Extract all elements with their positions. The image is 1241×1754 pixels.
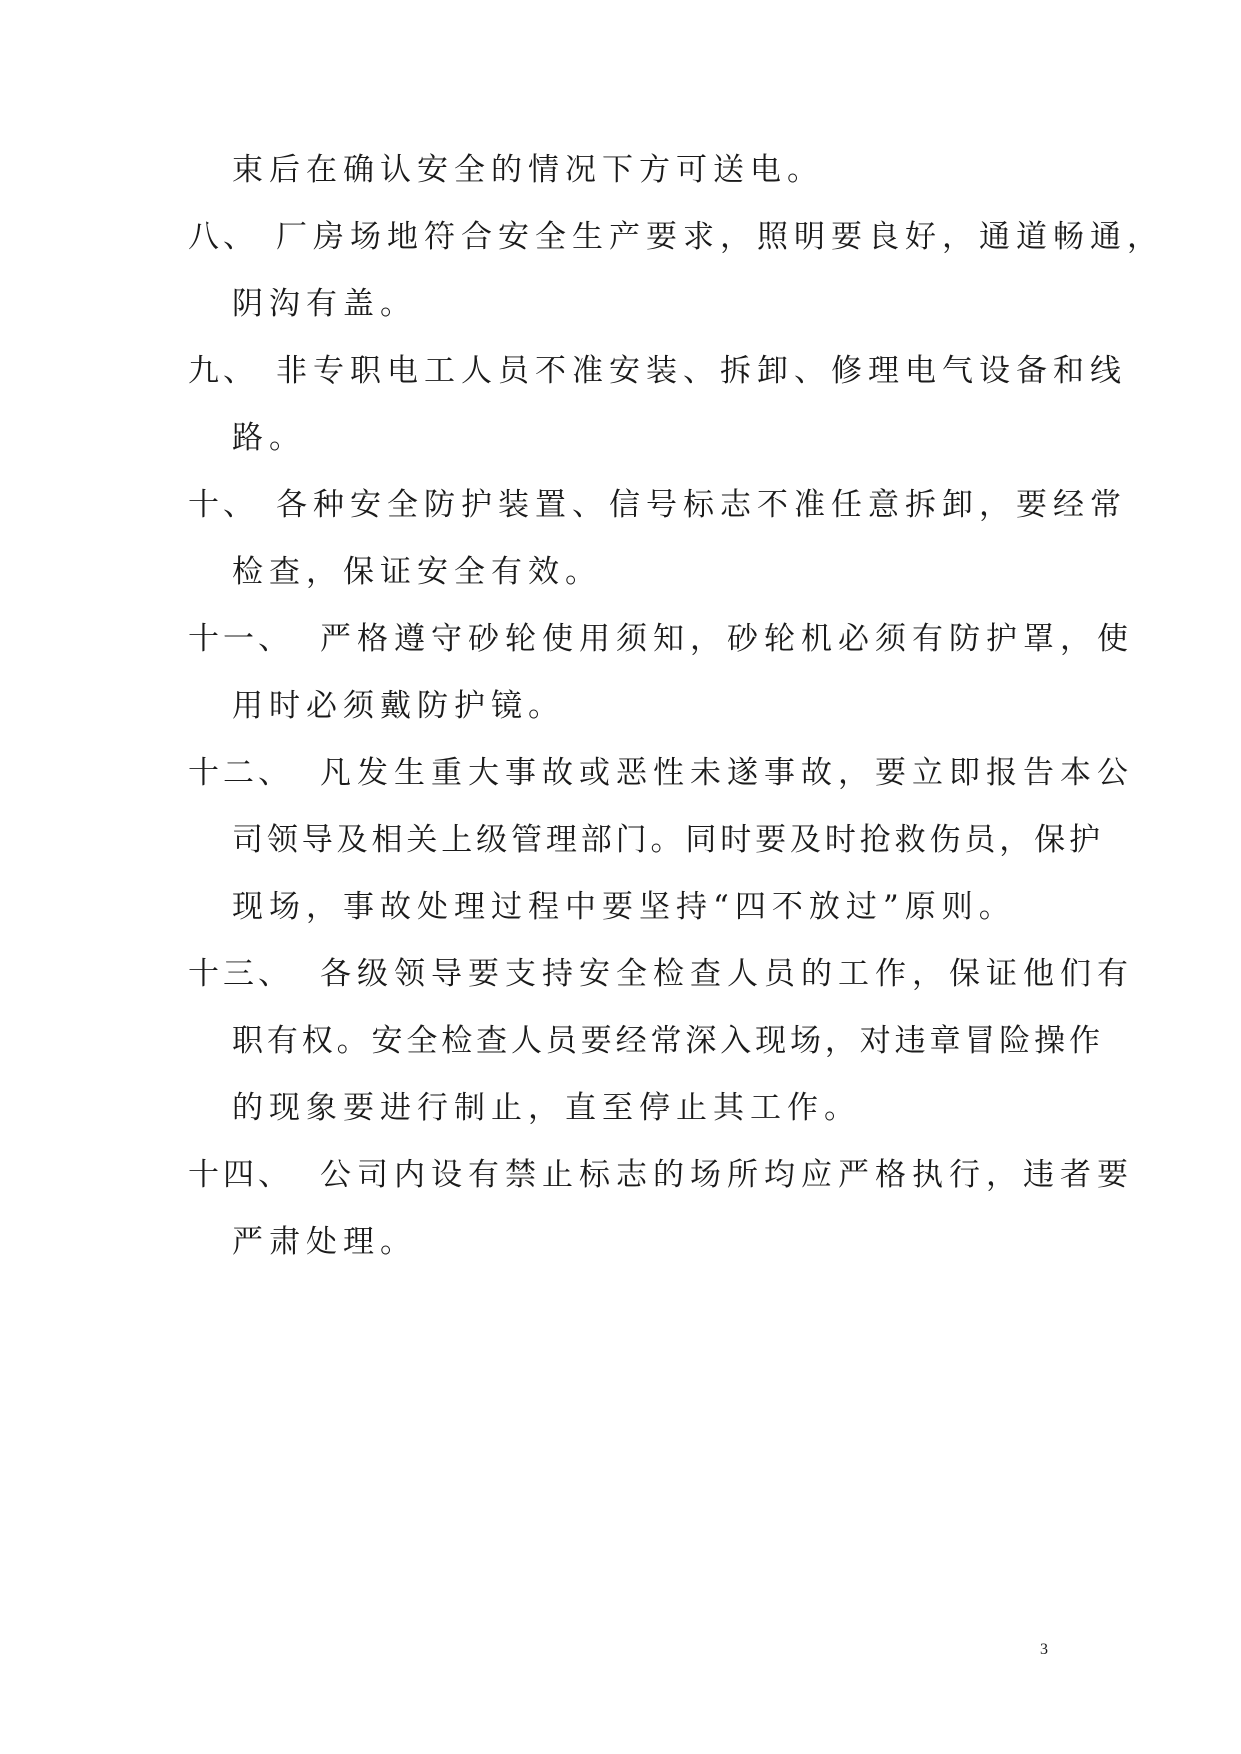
item-10-line-2: 检查，保证安全有效。 [232, 554, 602, 590]
item-11-line-1: 严格遵守砂轮使用须知，砂轮机必须有防护罩，使 [320, 621, 1134, 657]
item-12-line-3: 现场，事故处理过程中要坚持“四不放过”原则。 [232, 889, 1016, 925]
item-number-13: 十三、 [188, 956, 293, 992]
item-number-11: 十一、 [188, 621, 293, 657]
item-number-9: 九、 [188, 353, 258, 389]
item-12-line-2: 司领导及相关上级管理部门。同时要及时抢救伤员，保护 [232, 822, 1100, 858]
item-13-line-2: 职有权。安全检查人员要经常深入现场，对违章冒险操作 [232, 1023, 1100, 1059]
item-13-line-3: 的现象要进行制止，直至停止其工作。 [232, 1090, 861, 1126]
item-13-line-1: 各级领导要支持安全检查人员的工作，保证他们有 [320, 956, 1134, 992]
item-9-line-1: 非专职电工人员不准安装、拆卸、修理电气设备和线 [276, 353, 1127, 389]
continuation-line: 束后在确认安全的情况下方可送电。 [232, 152, 824, 188]
item-14-line-1: 公司内设有禁止标志的场所均应严格执行，违者要 [320, 1157, 1134, 1193]
item-9-line-2: 路。 [232, 420, 306, 456]
item-number-8: 八、 [188, 219, 258, 255]
item-12-line-1: 凡发生重大事故或恶性未遂事故，要立即报告本公 [320, 755, 1134, 791]
item-10-line-1: 各种安全防护装置、信号标志不准任意拆卸，要经常 [276, 487, 1127, 523]
item-number-12: 十二、 [188, 755, 293, 791]
item-8-line-1: 厂房场地符合安全生产要求，照明要良好，通道畅通， [276, 219, 1164, 255]
item-8-line-2: 阴沟有盖。 [232, 286, 417, 322]
item-number-10: 十、 [188, 487, 258, 523]
item-number-14: 十四、 [188, 1157, 293, 1193]
item-11-line-2: 用时必须戴防护镜。 [232, 688, 565, 724]
item-14-line-2: 严肃处理。 [232, 1224, 417, 1260]
page-number: 3 [1040, 1641, 1048, 1658]
